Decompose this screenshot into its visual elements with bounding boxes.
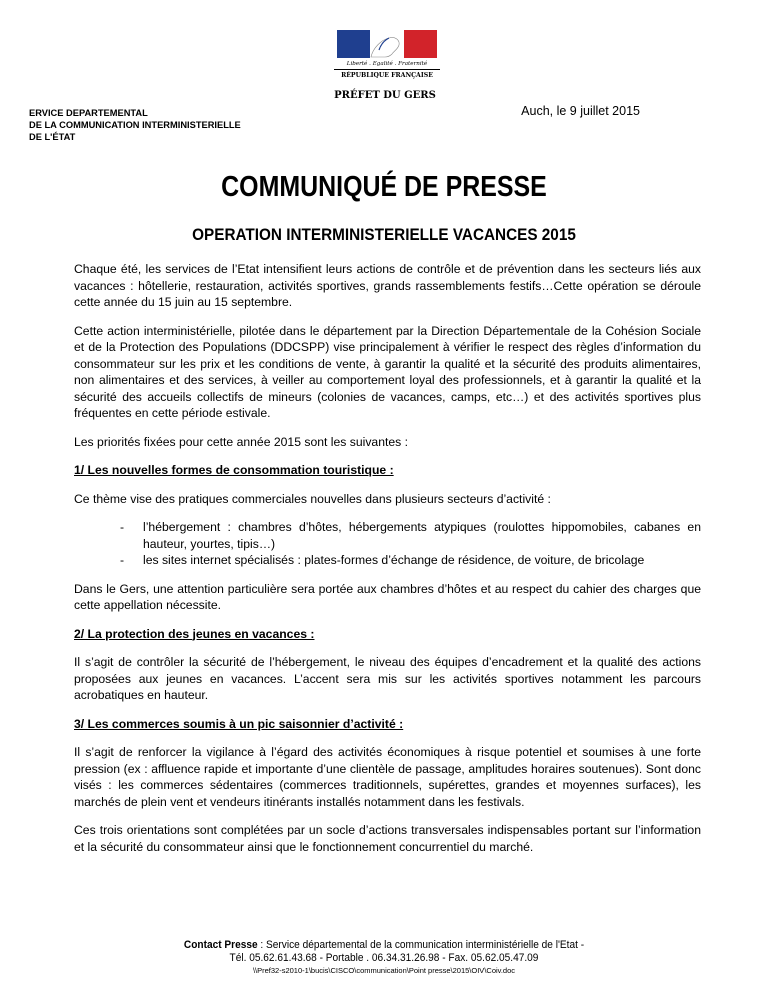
list-item [74,552,701,569]
list-item [74,519,701,552]
section-heading: 3/ Les commerces soumis à un pic saisonnier d’activité : [74,716,404,731]
contact-text: : Service départemental de la communication interministérielle de l'Etat - [257,939,585,951]
contact-label: Contact Presse [183,939,258,951]
section-heading: 1/ Les nouvelles formes de consommation touristique : [74,463,394,477]
date-line: Auch, le 9 juillet 2015 [521,104,640,118]
document-body [74,261,701,867]
paragraph: Il s’agit de renforcer la vigilance à l’égard des activités économiques à risque potentiel et soumises à une forte pression (ex : affluence rapide et importante d’une clientèle de passage, amplitudes horaires soutenues). Sont donc visés : les commerces sédentaires (commerces traditionnels, supérettes, grandes et moyennes surfaces), les marchés de plein vent et vendeurs itinérants installés notamment dans les festivals. [74,745,701,809]
prefet-label: PRÉFET DU GERS [334,90,436,101]
bullet-list [74,519,701,569]
paragraph: Dans le Gers, une attention particulière sera portée aux chambres d’hôtes et au respect du cahier des charges que cette appellation nécessite. [74,581,701,612]
document-subtitle: OPERATION INTERMINISTERIELLE VACANCES 2015 [192,225,576,244]
paragraph: Ces trois orientations sont complétées par un socle d’actions transversales indispensables portant sur l’information et la sécurité du consommateur ainsi que le fonctionnement concurrentiel du marché. [74,823,701,854]
service-line: DE LA COMMUNICATION INTERMINISTERIELLE [29,120,241,130]
document-title: COMMUNIQUÉ DE PRESSE [221,171,547,203]
bullet-dash: - [120,553,125,567]
republic-motto: Liberté . Egalité . Fraternité [346,61,428,67]
section-heading: 2/ La protection des jeunes en vacances : [74,626,315,641]
contact-phones: Tél. 05.62.61.43.68 - Portable . 06.34.31.26.98 - Fax. 05.62.05.47.09 [229,952,539,964]
marianne-logo [334,30,440,79]
service-block [29,107,241,143]
republique-francaise: RÉPUBLIQUE FRANÇAISE [334,69,440,79]
list-item-text: les sites internet spécialisés : plates-formes d’échange de résidence, de voiture, de bricolage [143,553,645,567]
paragraph: Il s’agit de contrôler la sécurité de l’hébergement, le niveau des équipes d’encadrement et la qualité des actions proposées aux jeunes en vacances. L’accent sera mis sur les activités sportives notamment les parcours acrobatiques en hauteur. [74,655,701,702]
bullet-dash: - [120,520,125,534]
footer-contact [31,939,738,965]
tricolor-flag-icon [337,30,437,58]
paragraph: Les priorités fixées pour cette année 2015 sont les suivantes : [74,434,409,449]
list-item-text: l’hébergement : chambres d’hôtes, hébergements atypiques (roulottes hippomobiles, cabanes en hauteur, yourtes, tipis…) [143,520,701,551]
paragraph: Cette action interministérielle, pilotée dans le département par la Direction Départementale de la Cohésion Sociale et de la Protection des Populations (DDCSPP) vise principalement à vérifier le respect des règles d’information du consommateur sur les prix et les conditions de vente, à garantir la qualité et la sécurité des produits alimentaires, non alimentaires et des services, à veiller au comportement loyal des professionnels, et à garantir la qualité et la sécurité des accueils collectifs de mineurs (colonies de vacances, camps, etc…) et des activités sportives plus fréquentes en cette période estivale. [74,323,701,420]
service-line: ERVICE DEPARTEMENTAL [29,108,148,118]
paragraph: Ce thème vise des pratiques commerciales nouvelles dans plusieurs secteurs d’activité : [74,491,551,506]
service-line: DE L'ÉTAT [29,132,76,142]
file-path: \\Pref32-s2010-1\bucis\CISCO\communication\Point presse\2015\OIV\Coiv.doc [252,966,516,975]
paragraph: Chaque été, les services de l’Etat intensifient leurs actions de contrôle et de prévention dans les secteurs liés aux vacances : hôtellerie, restauration, activités sportives, grands rassemblements festifs…Cette opération se déroule cette année du 15 juin au 15 septembre. [74,262,701,309]
